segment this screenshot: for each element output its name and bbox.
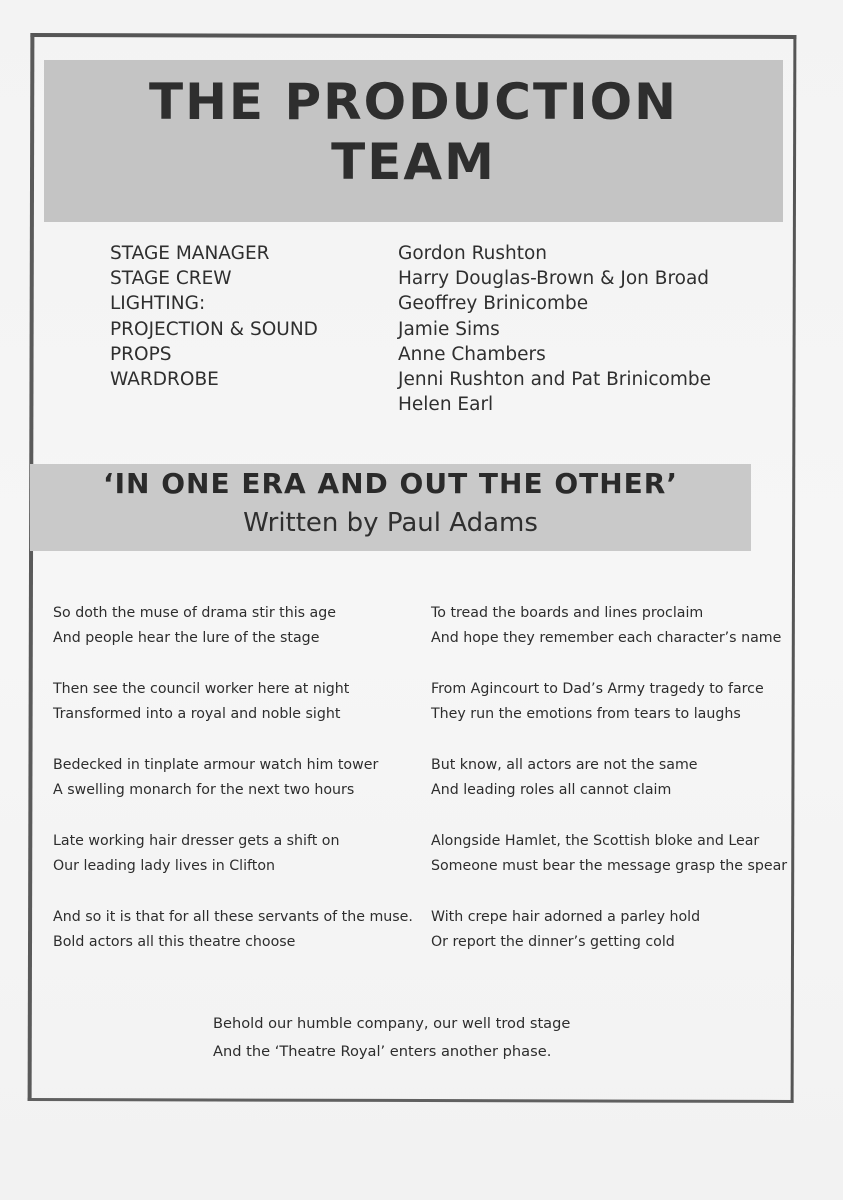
poem-line: With crepe hair adorned a parley hold (431, 909, 701, 925)
poem-line: Bold actors all this theatre choose (53, 934, 296, 950)
poem-line: From Agincourt to Dad’s Army tragedy to farce (431, 681, 764, 697)
poem-line: Our leading lady lives in Clifton (53, 858, 275, 874)
poem-line: And so it is that for all these servants of the muse. (53, 909, 413, 925)
poem-stanza (53, 677, 413, 727)
poem-left-column (53, 601, 413, 981)
poem-stanza (53, 601, 413, 651)
page-title (44, 72, 783, 192)
poem-line: Or report the dinner’s getting cold (431, 934, 675, 950)
crew-name: Harry Douglas-Brown & Jon Broad (398, 268, 710, 290)
poem-line: And hope they remember each character’s name (431, 630, 782, 646)
poem-line: Behold our humble company, our well trod stage (213, 1015, 571, 1032)
poem-line: So doth the muse of drama stir this age (53, 605, 336, 621)
credits-names (398, 241, 778, 417)
poem-right-column (431, 601, 791, 981)
crew-name: Jamie Sims (398, 318, 500, 340)
role-label: STAGE MANAGER (110, 243, 270, 264)
play-title: ‘IN ONE ERA AND OUT THE OTHER’ (102, 467, 678, 500)
poem-stanza (53, 753, 413, 803)
poem-stanza (431, 753, 791, 803)
poem-line: They run the emotions from tears to laughs (431, 706, 741, 722)
credits-roles (110, 241, 390, 392)
page-title-line-1: THE PRODUCTION (148, 73, 679, 131)
role-label: STAGE CREW (110, 268, 232, 290)
poem-line: Someone must bear the message grasp the spear (431, 858, 788, 874)
crew-name: Jenni Rushton and Pat Brinicombe (398, 369, 712, 391)
poem-line: Alongside Hamlet, the Scottish bloke and Lear (431, 833, 760, 849)
poem-stanza (431, 829, 791, 879)
poem-stanza (431, 601, 791, 651)
poem-stanza (431, 677, 791, 727)
poem-stanza (53, 905, 413, 955)
crew-name: Helen Earl (398, 394, 494, 416)
poem-line: And the ‘Theatre Royal’ enters another phase. (213, 1043, 552, 1060)
poem-stanza (53, 829, 413, 879)
poem-stanza (431, 905, 791, 955)
poem-closing-couplet (213, 1010, 633, 1066)
role-label: PROPS (110, 343, 172, 365)
crew-name: Gordon Rushton (398, 243, 548, 264)
poem-line: Bedecked in tinplate armour watch him tower (53, 757, 379, 773)
poem-line: Then see the council worker here at night (53, 681, 350, 697)
crew-name: Anne Chambers (398, 343, 546, 365)
poem-line: A swelling monarch for the next two hours (53, 782, 355, 798)
poem-line: To tread the boards and lines proclaim (431, 605, 704, 621)
role-label: PROJECTION & SOUND (110, 318, 318, 340)
play-author: Written by Paul Adams (243, 508, 538, 538)
crew-name: Geoffrey Brinicombe (398, 293, 589, 315)
poem-line: Transformed into a royal and noble sight (53, 706, 341, 722)
role-label: WARDROBE (110, 369, 219, 391)
poem-line: But know, all actors are not the same (431, 757, 698, 773)
poem-line: Late working hair dresser gets a shift on (53, 833, 340, 849)
role-label: LIGHTING: (110, 293, 206, 315)
poem-line: And people hear the lure of the stage (53, 630, 320, 646)
poem-line: And leading roles all cannot claim (431, 782, 672, 798)
page-title-line-2: TEAM (331, 133, 496, 191)
